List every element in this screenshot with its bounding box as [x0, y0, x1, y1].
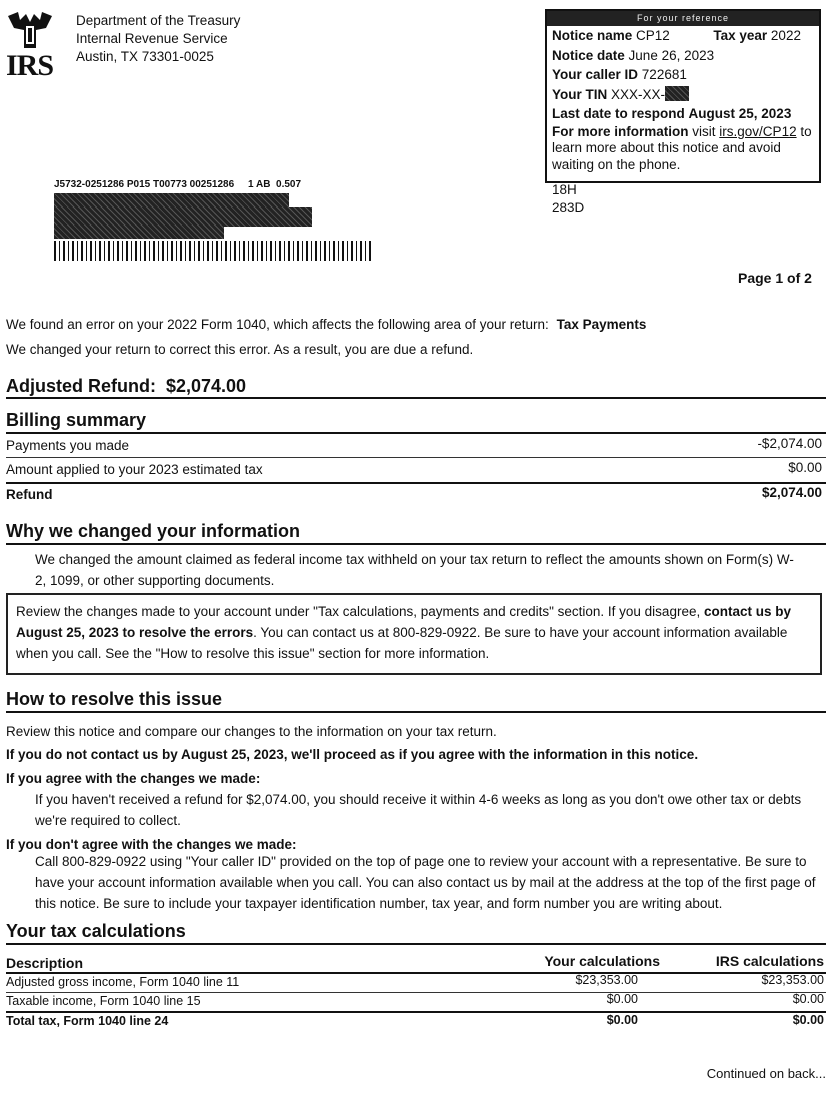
resolve-line-1: Review this notice and compare our changes to the information on your tax return.	[6, 724, 497, 739]
divider	[6, 432, 826, 434]
code-line: 18H	[552, 182, 577, 197]
irs-logo	[6, 10, 58, 82]
tin-redaction	[665, 86, 689, 101]
row-irs: $0.00	[792, 992, 824, 1006]
disagree-text: Call 800-829-0922 using "Your caller ID" provided on the top of page one to review your account with a representative. Be sure to have your account information available when you call. You can also contact us by mail at the address at the top of the first page of this notice. Be sure to include your taxpayer identification number, tax year, and form number you are writing about.	[35, 854, 816, 911]
total-irs: $0.00	[792, 1013, 824, 1027]
more-info-text: visit	[692, 123, 716, 139]
refund-total-label: Refund	[6, 487, 53, 502]
caller-id-label: Your caller ID	[552, 67, 639, 82]
billing-row-label: Amount applied to your 2023 estimated tax	[6, 462, 263, 477]
divider	[6, 457, 826, 458]
postal-barcode	[54, 241, 374, 261]
divider	[6, 1011, 826, 1013]
why-changed-text: We changed the amount claimed as federal income tax withheld on your tax return to reflect the amounts shown on Form(s) W-2, 1099, or other supporting documents.	[35, 552, 794, 588]
resolve-title: How to resolve this issue	[6, 689, 223, 709]
tin-row	[547, 85, 819, 105]
tax-calc-header-description: Description	[6, 955, 84, 971]
tax-year-label: Tax year	[713, 28, 768, 43]
resolve-line-2: If you do not contact us by August 25, 2023, we'll proceed as if you agree with the information in this notice.	[6, 747, 699, 762]
tax-calc-header-yours: Your calculations	[544, 953, 660, 969]
tax-calc-header-irs: IRS calculations	[715, 953, 824, 969]
more-info-label: For more information	[552, 123, 689, 139]
table-row	[6, 994, 824, 1012]
reference-box	[545, 9, 821, 183]
intro-bold-area: Tax Payments	[556, 317, 647, 332]
divider	[6, 482, 826, 484]
row-description: Taxable income, Form 1040 line 15	[6, 994, 201, 1008]
intro-line-2: We changed your return to correct this error. As a result, you are due a refund.	[6, 342, 474, 357]
respond-date: August 25, 2023	[688, 106, 792, 121]
more-info-rest: to learn more about this notice and avoid waiting on the phone.	[552, 123, 812, 172]
disagree-heading: If you don't agree with the changes we made:	[6, 837, 297, 852]
row-irs: $23,353.00	[761, 973, 824, 987]
page-number: Page 1 of 2	[738, 270, 812, 286]
cp12-link[interactable]: irs.gov/CP12	[719, 123, 797, 139]
row-yours: $23,353.00	[575, 973, 638, 987]
agency-line: Internal Revenue Service	[76, 31, 228, 46]
row-yours: $0.00	[606, 992, 638, 1006]
notice-box-text-2: . You can contact us at 800-829-0922. Be sure to have your account information available when you call. See the "How to resolve this issue" section for more information.	[16, 625, 788, 661]
continued-note: Continued on back...	[706, 1066, 826, 1081]
important-notice-box	[6, 593, 822, 675]
divider	[6, 992, 826, 993]
agency-address	[76, 12, 240, 66]
total-yours: $0.00	[606, 1013, 638, 1027]
notice-name-row	[547, 26, 819, 46]
respond-label: Last date to respond	[552, 106, 685, 121]
tin-value: XXX-XX-	[611, 86, 666, 102]
code-line: 283D	[552, 200, 585, 215]
billing-row-value: -$2,074.00	[757, 436, 822, 451]
agree-heading: If you agree with the changes we made:	[6, 771, 261, 786]
why-changed-title: Why we changed your information	[6, 521, 301, 541]
divider	[6, 711, 826, 713]
divider	[6, 972, 826, 974]
notice-name-value: CP12	[636, 28, 670, 43]
logo-text: IRS	[6, 49, 54, 82]
tax-year-value: 2022	[770, 28, 801, 43]
row-description: Adjusted gross income, Form 1040 line 11	[6, 975, 240, 989]
billing-summary-title: Billing summary	[6, 410, 147, 430]
agency-line: Austin, TX 73301-0025	[76, 49, 214, 64]
address-redaction	[54, 207, 312, 227]
agree-text: If you haven't received a refund for $2,074.00, you should receive it within 4-6 weeks as long as you don't owe other tax or debts we're required to collect.	[35, 792, 802, 828]
billing-row-value: $0.00	[788, 460, 822, 475]
eagle-emblem-icon	[6, 10, 54, 52]
mail-id-line: J5732-0251286 P015 T00773 00251286 1 AB 0.507	[54, 179, 302, 190]
agency-line: Department of the Treasury	[76, 13, 241, 28]
reference-box-heading: For your reference	[547, 11, 819, 26]
notice-box-bold: contact us by August 25, 2023 to resolve the errors	[16, 604, 792, 640]
address-redaction	[54, 225, 224, 239]
total-description: Total tax, Form 1040 line 24	[6, 1014, 169, 1028]
respond-row	[547, 104, 819, 124]
table-total-row	[6, 1014, 824, 1032]
divider	[6, 943, 826, 945]
more-info-row	[547, 124, 819, 174]
notice-name-label: Notice name	[552, 28, 633, 43]
caller-id-row	[547, 65, 819, 85]
notice-box-text: Review the changes made to your account under "Tax calculations, payments and credits" section. If you disagree,	[16, 604, 701, 619]
caller-id-value: 722681	[641, 67, 687, 82]
intro-line-1	[6, 314, 646, 335]
divider	[6, 397, 826, 399]
tin-label: Your TIN	[552, 86, 608, 102]
intro-text: We found an error on your 2022 Form 1040, which affects the following area of your return:	[6, 317, 549, 332]
notice-date-row	[547, 46, 819, 66]
adjusted-refund-heading: Adjusted Refund: $2,074.00	[6, 376, 247, 396]
notice-date-label: Notice date	[552, 47, 625, 63]
refund-total-value: $2,074.00	[761, 485, 822, 500]
billing-row-label: Payments you made	[6, 438, 130, 453]
table-row	[6, 975, 824, 993]
divider	[6, 543, 826, 545]
tax-calc-title: Your tax calculations	[6, 921, 186, 941]
notice-date-value: June 26, 2023	[628, 47, 715, 63]
